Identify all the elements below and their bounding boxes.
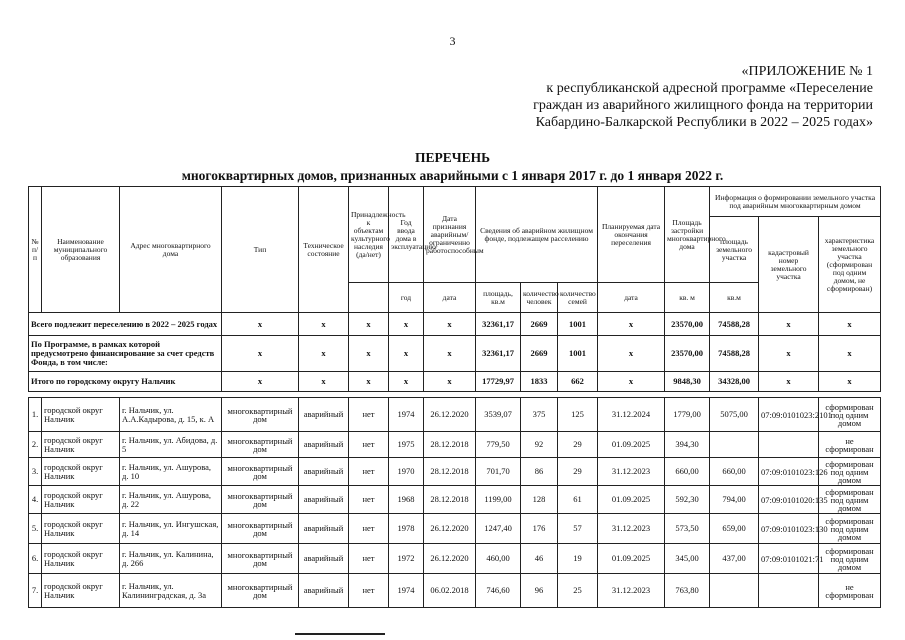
document-title: ПЕРЕЧЕНЬ xyxy=(414,150,491,165)
cell-type: многоквартирный дом xyxy=(222,398,299,432)
unit-area: площадь, кв.м xyxy=(476,283,521,313)
cell-municipality: городской округ Нальчик xyxy=(42,514,120,544)
table-row xyxy=(29,486,881,514)
total-cell: 1001 xyxy=(558,336,598,372)
cell-families: 25 xyxy=(558,574,598,608)
appendix-line-2: к республиканской адресной программе «Переселение xyxy=(546,81,873,96)
appendix-line-1: «ПРИЛОЖЕНИЕ № 1 xyxy=(741,64,873,79)
total-cell: x xyxy=(222,313,299,336)
total-cell: 9848,30 xyxy=(665,372,710,392)
cell-end: 31.12.2024 xyxy=(598,398,665,432)
cell-municipality: городской округ Нальчик xyxy=(42,398,120,432)
total-cell: x xyxy=(598,336,665,372)
cell-land-char: сформирован под одним домом xyxy=(819,398,881,432)
header-emergency-date: Дата признания аварийным/ограниченно работоспособным xyxy=(424,187,476,283)
cell-address: г. Нальчик, ул. Абидова, д. 5 xyxy=(120,432,222,458)
cell-type: многоквартирный дом xyxy=(222,486,299,514)
cell-families: 19 xyxy=(558,544,598,574)
total-cell: x xyxy=(819,313,881,336)
cell-type: многоквартирный дом xyxy=(222,514,299,544)
cell-n: 7. xyxy=(29,574,42,608)
cell-build-area: 1779,00 xyxy=(665,398,710,432)
cell-year: 1974 xyxy=(389,398,424,432)
total-cell: x xyxy=(299,313,349,336)
cell-address: г. Нальчик, ул. Ашурова, д. 10 xyxy=(120,458,222,486)
cell-address: г. Нальчик, ул. Калинина, д. 266 xyxy=(120,544,222,574)
cell-build-area: 573,50 xyxy=(665,514,710,544)
cell-condition: аварийный xyxy=(299,432,349,458)
total-cell: 662 xyxy=(558,372,598,392)
cell-heritage: нет xyxy=(349,514,389,544)
total-cell: x xyxy=(759,336,819,372)
cell-people: 86 xyxy=(521,458,558,486)
cell-families: 61 xyxy=(558,486,598,514)
cell-build-area: 345,00 xyxy=(665,544,710,574)
cell-land-area xyxy=(710,432,759,458)
total-cell: x xyxy=(759,313,819,336)
total-cell: 1001 xyxy=(558,313,598,336)
header-year-built: Год ввода дома в эксплуатацию xyxy=(389,187,424,283)
unit-end-date: дата xyxy=(598,283,665,313)
cell-build-area: 763,80 xyxy=(665,574,710,608)
cell-address: г. Нальчик, ул. Калининградская, д. 3а xyxy=(120,574,222,608)
total-cell: 32361,17 xyxy=(476,336,521,372)
cell-n: 4. xyxy=(29,486,42,514)
table-row xyxy=(29,574,881,608)
cell-cadastral xyxy=(759,574,819,608)
total-cell: x xyxy=(389,336,424,372)
unit-heritage xyxy=(349,283,389,313)
cell-condition: аварийный xyxy=(299,398,349,432)
cell-families: 57 xyxy=(558,514,598,544)
cell-land-char: не сформирован xyxy=(819,432,881,458)
header-land-area: площадь земельного участка xyxy=(710,217,759,283)
total-label: Всего подлежит переселению в 2022 – 2025 годах xyxy=(29,313,222,336)
unit-land-sqm: кв.м xyxy=(710,283,759,313)
header-land-char: характеристика земельного участка (сформирован под одним домом, не сформирован) xyxy=(819,217,881,313)
cell-area: 779,50 xyxy=(476,432,521,458)
cell-n: 1. xyxy=(29,398,42,432)
cell-end: 01.09.2025 xyxy=(598,432,665,458)
cell-land-char: не сформирован xyxy=(819,574,881,608)
total-cell: x xyxy=(759,372,819,392)
cell-land-area: 660,00 xyxy=(710,458,759,486)
cell-cadastral: 07:09:0101021:71 xyxy=(759,544,819,574)
cell-condition: аварийный xyxy=(299,458,349,486)
unit-year: год xyxy=(389,283,424,313)
cell-people: 375 xyxy=(521,398,558,432)
cell-type: многоквартирный дом xyxy=(222,458,299,486)
cell-cadastral: 07:09:0101023:2101 xyxy=(759,398,819,432)
total-cell: 74588,28 xyxy=(710,313,759,336)
cell-land-area: 659,00 xyxy=(710,514,759,544)
total-cell: x xyxy=(222,336,299,372)
cell-condition: аварийный xyxy=(299,486,349,514)
total-cell: 32361,17 xyxy=(476,313,521,336)
unit-date: дата xyxy=(424,283,476,313)
cell-build-area: 660,00 xyxy=(665,458,710,486)
header-cadastral: кадастровый номер земельного участка xyxy=(759,217,819,313)
header-emergency-info: Сведения об аварийном жилищном фонде, подлежащем расселению xyxy=(476,187,598,283)
cell-municipality: городской округ Нальчик xyxy=(42,432,120,458)
cell-heritage: нет xyxy=(349,458,389,486)
cell-land-area: 5075,00 xyxy=(710,398,759,432)
appendix-header xyxy=(453,63,873,131)
cell-build-area: 592,30 xyxy=(665,486,710,514)
cell-date: 28.12.2018 xyxy=(424,486,476,514)
cell-heritage: нет xyxy=(349,486,389,514)
cell-n: 2. xyxy=(29,432,42,458)
cell-cadastral xyxy=(759,432,819,458)
total-cell: 23570,00 xyxy=(665,336,710,372)
cell-municipality: городской округ Нальчик xyxy=(42,458,120,486)
cell-n: 5. xyxy=(29,514,42,544)
cell-people: 92 xyxy=(521,432,558,458)
cell-year: 1968 xyxy=(389,486,424,514)
cell-heritage: нет xyxy=(349,432,389,458)
cell-address: г. Нальчик, ул. Ингушская, д. 14 xyxy=(120,514,222,544)
total-row xyxy=(29,336,881,372)
cell-end: 01.09.2025 xyxy=(598,486,665,514)
cell-year: 1970 xyxy=(389,458,424,486)
total-cell: 23570,00 xyxy=(665,313,710,336)
header-heritage: Принадлежность к объектам культурного наследия (да/нет) xyxy=(349,187,389,283)
total-cell: 2669 xyxy=(521,336,558,372)
total-cell: x xyxy=(598,313,665,336)
total-cell: 34328,00 xyxy=(710,372,759,392)
cell-date: 26.12.2020 xyxy=(424,514,476,544)
cell-type: многоквартирный дом xyxy=(222,544,299,574)
header-address: Адрес многоквартирного дома xyxy=(120,187,222,313)
total-label: По Программе, в рамках которой предусмотрено финансирование за счет средств Фонда, в том числе: xyxy=(29,336,222,372)
cell-area: 1199,00 xyxy=(476,486,521,514)
cell-type: многоквартирный дом xyxy=(222,574,299,608)
total-row xyxy=(29,372,881,392)
unit-people: количество человек xyxy=(521,283,558,313)
cell-year: 1975 xyxy=(389,432,424,458)
total-cell: x xyxy=(222,372,299,392)
header-land-info: Информация о формировании земельного участка под аварийным многоквартирным домом xyxy=(710,187,881,217)
cell-date: 28.12.2018 xyxy=(424,432,476,458)
housing-table xyxy=(28,186,881,608)
total-cell: x xyxy=(424,313,476,336)
cell-year: 1974 xyxy=(389,574,424,608)
total-cell: x xyxy=(819,372,881,392)
cell-end: 01.09.2025 xyxy=(598,544,665,574)
table-row xyxy=(29,514,881,544)
cell-condition: аварийный xyxy=(299,544,349,574)
header-condition: Техническое состояние xyxy=(299,187,349,313)
cell-n: 3. xyxy=(29,458,42,486)
cell-families: 29 xyxy=(558,432,598,458)
header-municipality: Наименование муниципального образования xyxy=(42,187,120,313)
cell-area: 746,60 xyxy=(476,574,521,608)
cell-n: 6. xyxy=(29,544,42,574)
total-cell: x xyxy=(349,313,389,336)
cell-area: 701,70 xyxy=(476,458,521,486)
cell-people: 96 xyxy=(521,574,558,608)
cell-heritage: нет xyxy=(349,574,389,608)
cell-end: 31.12.2023 xyxy=(598,514,665,544)
table-row xyxy=(29,432,881,458)
cell-municipality: городской округ Нальчик xyxy=(42,544,120,574)
cell-date: 26.12.2020 xyxy=(424,544,476,574)
cell-municipality: городской округ Нальчик xyxy=(42,486,120,514)
footer-line xyxy=(295,633,385,635)
cell-land-char: сформирован под одним домом xyxy=(819,486,881,514)
cell-year: 1978 xyxy=(389,514,424,544)
total-cell: x xyxy=(299,336,349,372)
cell-area: 460,00 xyxy=(476,544,521,574)
total-cell: x xyxy=(819,336,881,372)
cell-land-area xyxy=(710,574,759,608)
header-building-area: Площадь застройки многоквартирного дома xyxy=(665,187,710,283)
cell-land-char: сформирован под одним домом xyxy=(819,514,881,544)
total-cell: x xyxy=(349,336,389,372)
total-cell: x xyxy=(424,372,476,392)
cell-area: 3539,07 xyxy=(476,398,521,432)
header-num: № п/п xyxy=(29,187,42,313)
cell-year: 1972 xyxy=(389,544,424,574)
total-cell: x xyxy=(389,313,424,336)
cell-condition: аварийный xyxy=(299,574,349,608)
cell-heritage: нет xyxy=(349,544,389,574)
total-cell: x xyxy=(424,336,476,372)
total-cell: x xyxy=(598,372,665,392)
header-planned-end: Планируемая дата окончания переселения xyxy=(598,187,665,283)
cell-date: 28.12.2018 xyxy=(424,458,476,486)
cell-municipality: городской округ Нальчик xyxy=(42,574,120,608)
cell-cadastral: 07:09:0101023:126 xyxy=(759,458,819,486)
cell-families: 125 xyxy=(558,398,598,432)
cell-address: г. Нальчик, ул. А.А.Кадырова, д. 15, к. А xyxy=(120,398,222,432)
cell-families: 29 xyxy=(558,458,598,486)
cell-land-area: 794,00 xyxy=(710,486,759,514)
unit-building-sqm: кв. м xyxy=(665,283,710,313)
total-cell: 2669 xyxy=(521,313,558,336)
cell-land-char: сформирован под одним домом xyxy=(819,544,881,574)
total-cell: x xyxy=(389,372,424,392)
appendix-line-3: граждан из аварийного жилищного фонда на территории xyxy=(533,98,873,113)
table-row xyxy=(29,544,881,574)
total-label: Итого по городскому округу Нальчик xyxy=(29,372,222,392)
cell-date: 06.02.2018 xyxy=(424,574,476,608)
cell-condition: аварийный xyxy=(299,514,349,544)
cell-build-area: 394,30 xyxy=(665,432,710,458)
cell-people: 176 xyxy=(521,514,558,544)
cell-end: 31.12.2023 xyxy=(598,458,665,486)
cell-cadastral: 07:09:0101023:130 xyxy=(759,514,819,544)
appendix-line-4: Кабардино-Балкарской Республики в 2022 – 2025 годах» xyxy=(535,115,873,130)
cell-heritage: нет xyxy=(349,398,389,432)
table-row xyxy=(29,398,881,432)
total-cell: 1833 xyxy=(521,372,558,392)
cell-people: 128 xyxy=(521,486,558,514)
cell-land-area: 437,00 xyxy=(710,544,759,574)
document-subtitle: многоквартирных домов, признанных аварийными с 1 января 2017 г. до 1 января 2022 г. xyxy=(181,168,724,183)
cell-people: 46 xyxy=(521,544,558,574)
cell-end: 31.12.2023 xyxy=(598,574,665,608)
total-cell: x xyxy=(299,372,349,392)
cell-area: 1247,40 xyxy=(476,514,521,544)
page-number: 3 xyxy=(449,34,456,48)
unit-families: количество семей xyxy=(558,283,598,313)
cell-type: многоквартирный дом xyxy=(222,432,299,458)
header-type: Тип xyxy=(222,187,299,313)
total-row xyxy=(29,313,881,336)
cell-land-char: сформирован под одним домом xyxy=(819,458,881,486)
total-cell: x xyxy=(349,372,389,392)
cell-address: г. Нальчик, ул. Ашурова, д. 22 xyxy=(120,486,222,514)
cell-date: 26.12.2020 xyxy=(424,398,476,432)
total-cell: 17729,97 xyxy=(476,372,521,392)
total-cell: 74588,28 xyxy=(710,336,759,372)
cell-cadastral: 07:09:0101020:135 xyxy=(759,486,819,514)
table-row xyxy=(29,458,881,486)
